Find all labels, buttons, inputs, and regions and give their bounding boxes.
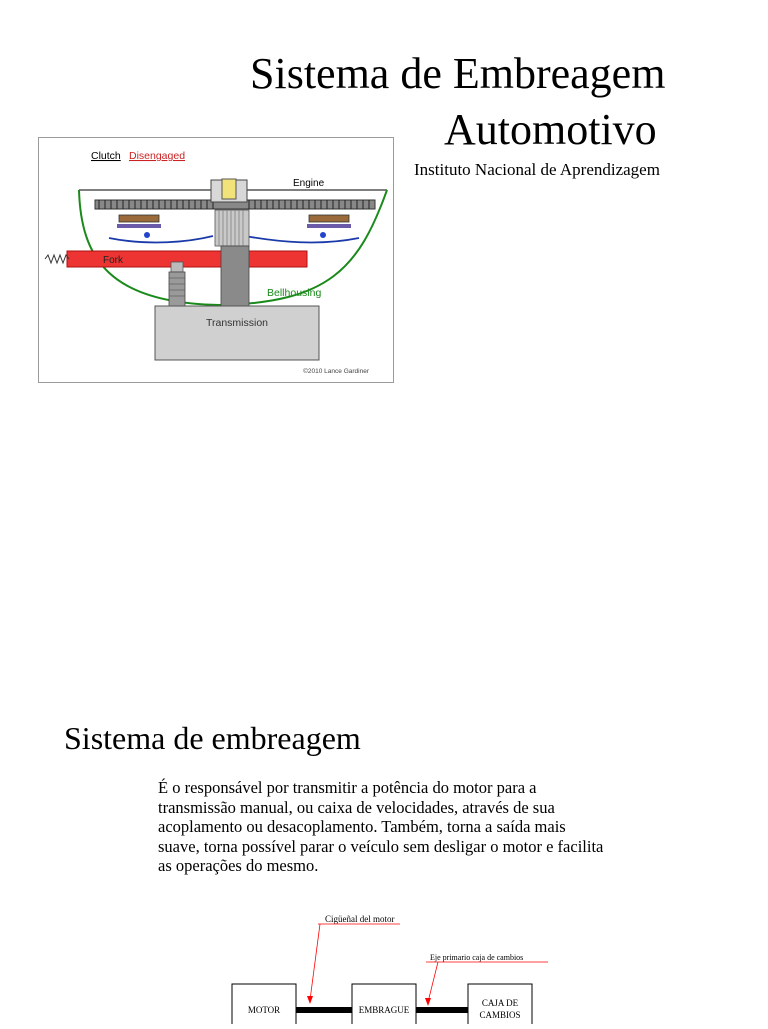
section-heading: Sistema de embreagem [64,720,361,756]
crankshaft-label: Cigüeñal del motor [325,914,395,924]
spring-left [144,232,150,238]
primary-shaft-bar [416,1007,468,1013]
input-shaft [221,246,249,310]
engine-label: Engine [293,178,325,189]
gearbox-box-label-1: CAJA DE [481,998,519,1008]
slide-title-line-1: Sistema de Embreagem [250,49,666,98]
transmission-label: Transmission [205,317,269,329]
section-paragraph: É o responsável por transmitir a potência do motor para a transmissão manual, ou caixa de velocidades, através de sua acoplamento ou desacoplamento. Também, torna a saída mais suave, torna possível parar o veículo sem desligar o motor e facilita as operações do mesmo. [158,778,604,876]
pivot-stud-head [171,262,183,272]
clutch-label: Clutch [91,150,121,162]
primary-shaft-arrow [428,962,438,1002]
crankshaft-bar [296,1007,352,1013]
transmission-block [155,306,319,360]
bellhousing-label: Bellhousing [267,287,322,299]
crankshaft-nut [222,179,236,199]
gearbox-box-label-2: CAMBIOS [479,1010,521,1020]
diaphragm-right [245,236,359,242]
disengaged-label: Disengaged [129,150,186,162]
slide-title-line-2: Automotivo [444,105,657,154]
spring-right [320,232,326,238]
drivetrain-flow-svg [230,908,560,1024]
fork-spring [45,255,69,263]
crankshaft-arrow-head [307,996,313,1004]
primary-shaft-label: Eje primario caja de cambios [430,953,524,962]
splined-hub [215,210,249,246]
pressure-plate-right [307,224,351,228]
motor-box-label: MOTOR [247,1005,281,1015]
crankshaft-arrow [310,924,320,1000]
diaphragm-left [109,236,213,242]
friction-plate-left [119,215,159,222]
diagram-copyright: ©2010 Lance Gardiner [303,368,369,375]
primary-shaft-arrow-head [425,998,431,1006]
fork-label: Fork [103,255,123,266]
drivetrain-flow-diagram [230,908,560,1024]
clutch-box [352,984,416,1024]
pivot-stud [169,272,185,306]
motor-box [232,984,296,1024]
slide-subtitle: Instituto Nacional de Aprendizagem [414,160,660,179]
clutch-diagram [38,137,394,383]
friction-plate-right [309,215,349,222]
pressure-plate-left [117,224,161,228]
clutch-box-label: EMBRAGUE [358,1005,410,1015]
clutch-diagram-svg [39,138,394,383]
